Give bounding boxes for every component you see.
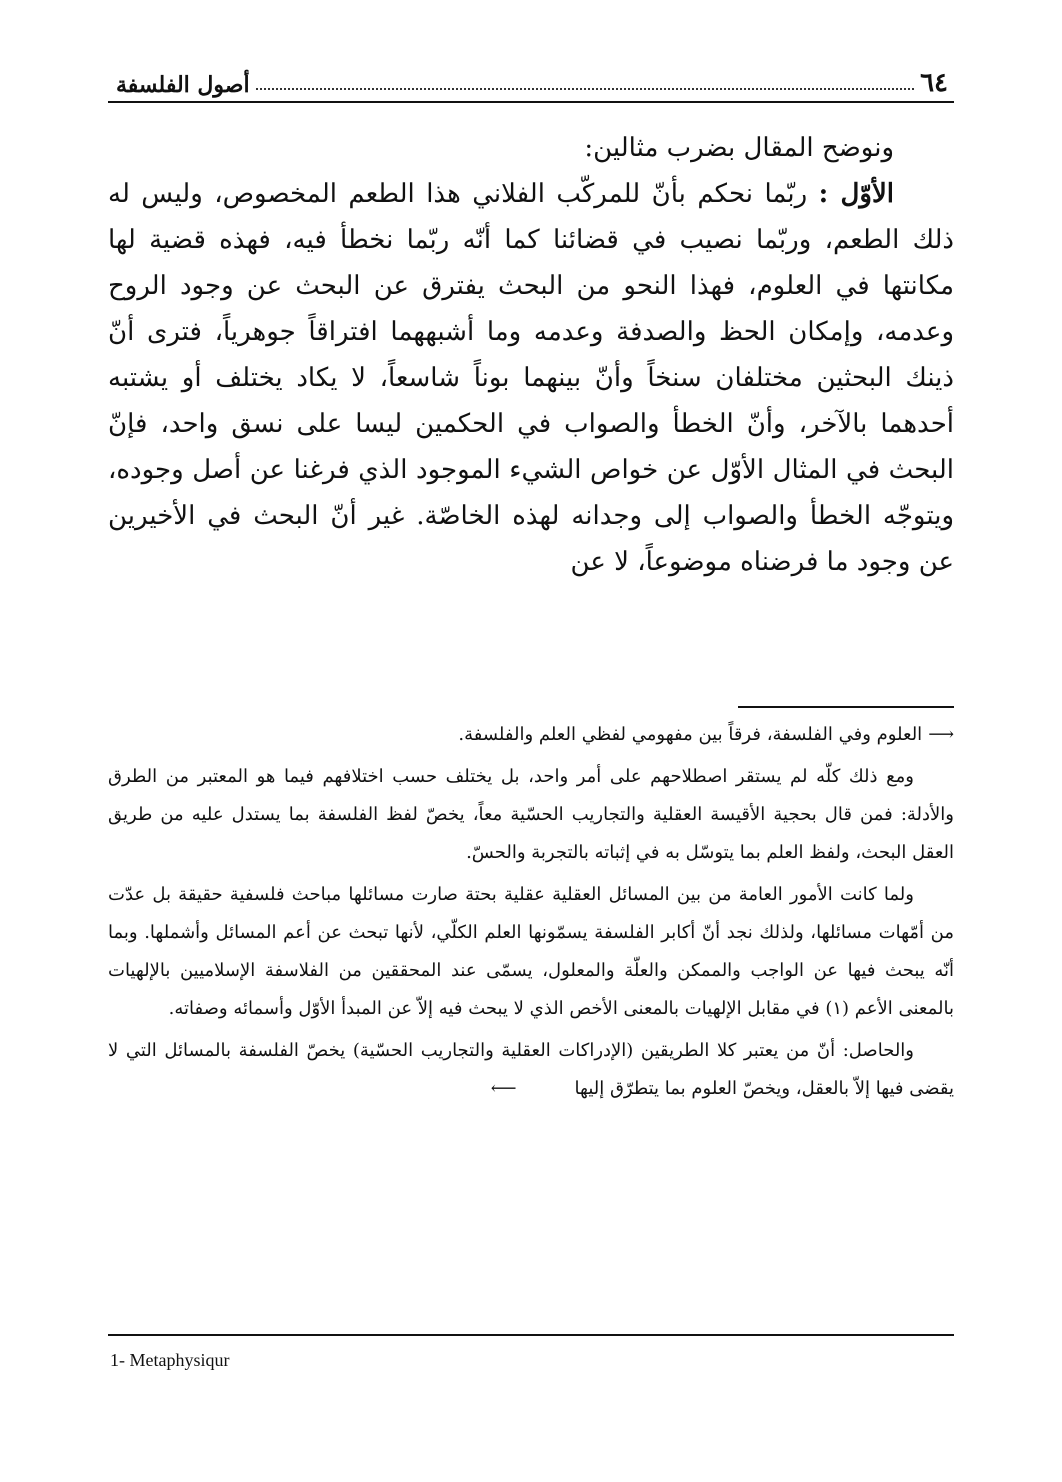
footnote-continuation xyxy=(108,716,954,754)
latin-footnote: 1- Metaphysiqur xyxy=(110,1350,230,1370)
main-text xyxy=(108,125,954,585)
footnote-separator xyxy=(738,706,954,708)
first-example-text: ربّما نحكم بأنّ للمركّب الفلاني هذا الطعم المخصوص، وليس له ذلك الطعم، وربّما نصيب في قضائنا كما أنّه ربّما نخطأ فيه، فهذه قضية لها مكانتها في العلوم، فهذا النحو من البحث يفترق عن البحث عن وجود الروح وعدمه، وإمكان الحظ والصدفة وعدمه وما أشبههما افتراقاً جوهرياً، فترى أنّ ذينك البحثين مختلفان سنخاً وأنّ بينهما بوناً شاسعاً، لا يكاد يختلف أو يشتبه أحدهما بالآخر، وأنّ الخطأ والصواب في الحكمين ليسا على نسق واحد، فإنّ البحث في المثال الأوّل عن خواص الشيء الموجود الذي فرغنا عن أصل وجوده، ويتوجّه الخطأ والصواب إلى وجدانه لهذه الخاصّة. غير أنّ البحث في الأخيرين عن وجود ما فرضناه موضوعاً، لا عن xyxy=(108,179,955,577)
continued-arrow-icon: ⟵ xyxy=(490,1078,517,1099)
continuation-arrow-icon: ⟶ xyxy=(928,724,954,745)
header-rule xyxy=(108,101,954,103)
first-example-label: الأوّل : xyxy=(818,179,894,209)
footnote-paragraph-1: ومع ذلك كلّه لم يستقر اصطلاحهم على أمر واحد، بل يختلف حسب اختلافهم فيما هو المعتبر من الطرق والأدلة: فمن قال بحجية الأقيسة العقلية والتجاريب الحسّية معاً، يخصّ لفظ الفلسفة بما يستدل عليه من طريق العقل البحث، ولفظ العلم بما يتوسّل به في إثباته بالتجربة والحسّ. xyxy=(108,766,954,863)
bottom-rule xyxy=(108,1334,954,1336)
header-leader-dots xyxy=(256,88,914,90)
footnote-paragraph-3-text: والحاصل: أنّ من يعتبر كلا الطريقين (الإدراكات العقلية والتجاريب الحسّية) يخصّ الفلسفة بالمسائل التي لا يقضى فيها إلاّ بالعقل، ويخصّ العلوم بما يتطرّق إليها xyxy=(108,1040,954,1099)
footnotes xyxy=(108,716,954,1112)
footnote-continuation-text: العلوم وفي الفلسفة، فرقاً بين مفهومي لفظي العلم والفلسفة. xyxy=(458,724,923,745)
footnote-paragraph-3 xyxy=(108,1032,954,1108)
running-title: أصول الفلسفة xyxy=(116,72,250,98)
first-example-paragraph xyxy=(108,171,954,585)
footnote-paragraph-2: ولما كانت الأمور العامة من بين المسائل العقلية عقلية بحتة صارت مسائلها مباحث فلسفية حقيقة بل عدّت من أمّهات مسائلها، ولذلك نجد أنّ أكابر الفلسفة يسمّونها العلم الكلّي، لأنها تبحث عن أعم المسائل وأشملها. وبما أنّه يبحث فيها عن الواجب والممكن والعلّة والمعلول، يسمّى عند المحققين من الفلاسفة الإسلاميين بالإلهيات بالمعنى الأعم (١) في مقابل الإلهيات بالمعنى الأخص الذي لا يبحث فيه إلاّ عن المبدأ الأوّل وأسمائه وصفاته. xyxy=(108,884,954,1019)
intro-line: ونوضح المقال بضرب مثالين: xyxy=(584,133,894,163)
page-number: ٦٤ xyxy=(920,68,948,98)
running-header xyxy=(110,54,952,98)
